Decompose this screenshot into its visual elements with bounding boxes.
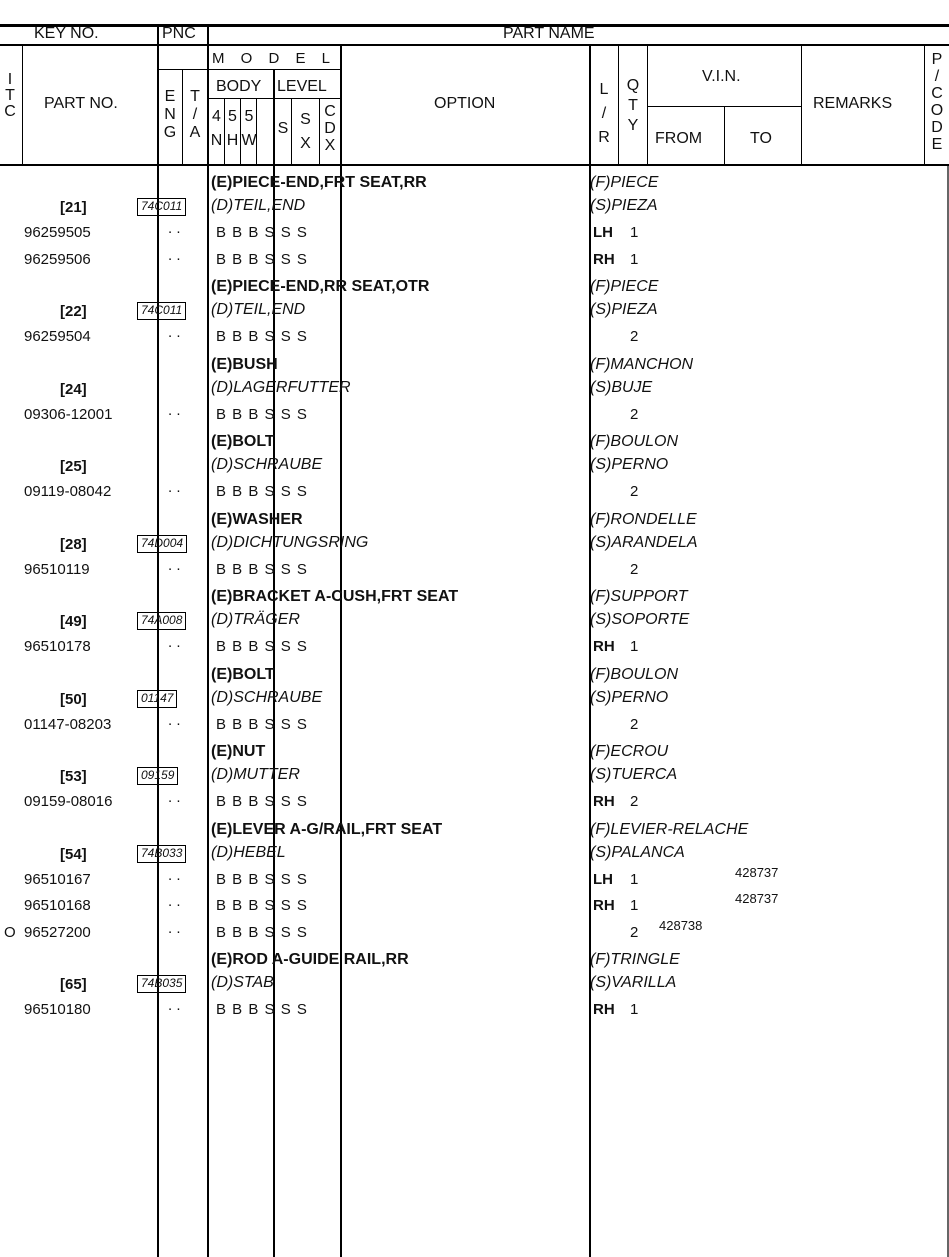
model-code: B B B S S S xyxy=(216,328,308,345)
part-number: 96510119 xyxy=(24,560,90,578)
lr-side: RH xyxy=(593,793,615,810)
name-french: (F)BOULON xyxy=(590,665,678,683)
model-code: B B B S S S xyxy=(216,638,308,655)
lr-side: RH xyxy=(593,638,615,655)
lr-side: RH xyxy=(593,1001,615,1018)
name-french: (F)ECROU xyxy=(590,743,669,760)
col-divider xyxy=(647,46,648,165)
top-rule xyxy=(0,24,949,27)
pnc-code: 74B033 xyxy=(137,845,186,863)
quantity: 2 xyxy=(630,923,639,941)
part-number: 09306-12001 xyxy=(24,405,113,423)
vin-header: V.I.N. xyxy=(702,68,741,85)
model-code: B B B S S S xyxy=(216,923,308,941)
name-english: (E)PIECE-END,RR SEAT,OTR xyxy=(211,278,430,295)
key-no: [54] xyxy=(60,845,87,863)
lr-header: L / R xyxy=(598,81,610,146)
model-code: B B B S S S xyxy=(216,870,308,888)
body-5h-header: 5 H xyxy=(226,108,239,149)
name-french: (F)SUPPORT xyxy=(590,588,688,605)
part-number: 96259505 xyxy=(24,224,91,241)
body-header: BODY xyxy=(216,78,262,95)
quantity: 1 xyxy=(630,250,639,268)
model-code: B B B S S S xyxy=(216,1001,308,1018)
model-code: B B B S S S xyxy=(216,224,308,241)
col-divider xyxy=(182,70,183,165)
model-dots: . . xyxy=(168,246,181,264)
ta-header: T / A xyxy=(189,88,201,141)
itc-header: I T C xyxy=(4,71,16,120)
name-spanish: (S)PIEZA xyxy=(590,197,658,214)
model-dots: . . xyxy=(168,866,181,884)
level-header: LEVEL xyxy=(277,78,327,95)
key-no: [65] xyxy=(60,976,87,993)
part-number: 96259504 xyxy=(24,328,91,345)
quantity: 1 xyxy=(630,1001,639,1018)
vin-from: 428737 xyxy=(735,891,779,906)
part-number: 96510178 xyxy=(24,638,91,655)
key-no-header: KEY NO. xyxy=(34,25,99,42)
quantity: 2 xyxy=(630,715,639,733)
model-dots: . . xyxy=(168,789,181,806)
part-number: 96527200 xyxy=(24,923,91,941)
pnc-code: 74D004 xyxy=(137,535,187,553)
name-french: (F)TRINGLE xyxy=(590,951,680,968)
model-code: B B B S S S xyxy=(216,405,308,423)
body-4n-header: 4 N xyxy=(210,108,223,149)
name-german: (D)STAB xyxy=(211,974,274,991)
pnc-code: 74C011 xyxy=(137,302,186,320)
name-french: (F)PIECE xyxy=(590,278,659,295)
col-divider xyxy=(801,46,802,165)
part-number: 09119-08042 xyxy=(24,483,112,500)
name-french: (F)LEVIER-RELACHE xyxy=(590,820,749,838)
part-number: 01147-08203 xyxy=(24,715,112,733)
model-dots: . . xyxy=(168,479,181,496)
model-dots: . . xyxy=(168,919,181,937)
vin-to-header: TO xyxy=(750,130,772,147)
model-dots: . . xyxy=(168,711,181,729)
col-divider xyxy=(924,46,925,165)
quantity: 2 xyxy=(630,793,639,810)
option-header: OPTION xyxy=(434,95,496,112)
name-spanish: (S)TUERCA xyxy=(590,766,678,783)
model-code: B B B S S S xyxy=(216,483,308,500)
part-no-header: PART NO. xyxy=(44,95,118,112)
level-s-header: S xyxy=(277,120,289,137)
pnc-code: 74B035 xyxy=(137,975,186,993)
pnc-code: 09159 xyxy=(137,767,178,785)
name-spanish: (S)VARILLA xyxy=(590,974,677,991)
model-dots: . . xyxy=(168,401,181,419)
part-number: 96510167 xyxy=(24,870,91,888)
key-no: [50] xyxy=(60,690,87,708)
quantity: 1 xyxy=(630,224,639,241)
part-name-header: PART NAME xyxy=(503,25,595,42)
key-no: [21] xyxy=(60,199,87,216)
name-spanish: (S)BUJE xyxy=(590,378,653,396)
part-number: 96259506 xyxy=(24,250,91,268)
vin-from-header: FROM xyxy=(655,130,703,147)
col-divider xyxy=(340,46,342,1257)
key-no: [49] xyxy=(60,613,87,630)
name-english: (E)BOLT xyxy=(211,433,275,450)
quantity: 2 xyxy=(630,560,639,578)
level-sx-header: S X xyxy=(300,111,311,152)
model-dots: . . xyxy=(168,634,181,651)
header-bottom-rule xyxy=(0,164,949,166)
model-header: M O D E L xyxy=(212,50,337,67)
quantity: 2 xyxy=(630,405,639,423)
name-spanish: (S)PIEZA xyxy=(590,301,658,318)
remarks-header: REMARKS xyxy=(813,95,893,112)
col-divider xyxy=(22,46,23,165)
name-spanish: (S)SOPORTE xyxy=(590,611,690,628)
name-english: (E)WASHER xyxy=(211,510,303,528)
model-dots: . . xyxy=(168,324,181,341)
pnc-header: PNC xyxy=(162,25,196,42)
model-code: B B B S S S xyxy=(216,250,308,268)
name-german: (D)TEIL,END xyxy=(211,197,306,214)
name-english: (E)NUT xyxy=(211,743,266,760)
name-german: (D)SCHRAUBE xyxy=(211,688,323,706)
model-code: B B B S S S xyxy=(216,560,308,578)
pnc-code: 01147 xyxy=(137,690,177,708)
key-no: [53] xyxy=(60,768,87,785)
name-spanish: (S)ARANDELA xyxy=(590,533,698,551)
lr-side: LH xyxy=(593,224,613,241)
model-code: B B B S S S xyxy=(216,897,308,914)
model-code: B B B S S S xyxy=(216,793,308,810)
name-english: (E)BRACKET A-CUSH,FRT SEAT xyxy=(211,588,459,605)
vin-from: 428737 xyxy=(735,864,779,880)
name-spanish: (S)PALANCA xyxy=(590,843,685,861)
rule xyxy=(0,44,949,46)
name-spanish: (S)PERNO xyxy=(590,456,669,473)
quantity: 2 xyxy=(630,483,639,500)
name-spanish: (S)PERNO xyxy=(590,688,669,706)
model-dots: . . xyxy=(168,220,181,237)
model-dots: . . xyxy=(168,997,181,1014)
level-cdx-header: C D X xyxy=(324,103,336,154)
quantity: 1 xyxy=(630,870,639,888)
eng-header: E N G xyxy=(163,88,177,141)
model-dots: . . xyxy=(168,893,181,910)
name-german: (D)MUTTER xyxy=(211,766,300,783)
key-no: [22] xyxy=(60,303,87,320)
name-german: (D)HEBEL xyxy=(211,843,286,861)
col-divider xyxy=(207,24,209,1257)
model-code: B B B S S S xyxy=(216,715,308,733)
quantity: 1 xyxy=(630,638,639,655)
key-no: [24] xyxy=(60,380,87,398)
model-dots: . . xyxy=(168,556,181,574)
body-5w-header: 5 W xyxy=(241,108,257,149)
col-divider xyxy=(618,46,619,165)
col-divider xyxy=(589,46,591,1257)
key-no: [28] xyxy=(60,535,87,553)
name-german: (D)DICHTUNGSRING xyxy=(211,533,369,551)
quantity: 1 xyxy=(630,897,639,914)
name-french: (F)RONDELLE xyxy=(590,510,697,528)
name-french: (F)MANCHON xyxy=(590,355,694,373)
qty-header: Q T Y xyxy=(626,77,640,134)
name-french: (F)BOULON xyxy=(590,433,678,450)
vin-from: 428738 xyxy=(659,917,703,933)
itc-flag: O xyxy=(4,923,16,941)
part-number: 09159-08016 xyxy=(24,793,113,810)
name-german: (D)TEIL,END xyxy=(211,301,306,318)
part-number: 96510168 xyxy=(24,897,91,914)
key-no: [25] xyxy=(60,458,87,475)
lr-side: RH xyxy=(593,250,615,268)
name-german: (D)SCHRAUBE xyxy=(211,456,323,473)
name-english: (E)BUSH xyxy=(211,355,278,373)
pnc-code: 74C011 xyxy=(137,198,186,216)
name-english: (E)PIECE-END,FRT SEAT,RR xyxy=(211,174,427,191)
lr-side: LH xyxy=(593,870,613,888)
name-english: (E)BOLT xyxy=(211,665,275,683)
name-german: (D)TRÄGER xyxy=(211,611,300,628)
col-divider xyxy=(273,70,275,1257)
part-number: 96510180 xyxy=(24,1001,91,1018)
col-divider xyxy=(724,106,725,165)
name-french: (F)PIECE xyxy=(590,174,659,191)
lr-side: RH xyxy=(593,897,615,914)
quantity: 2 xyxy=(630,328,639,345)
name-english: (E)ROD A-GUIDE RAIL,RR xyxy=(211,951,409,968)
name-english: (E)LEVER A-G/RAIL,FRT SEAT xyxy=(211,820,443,838)
rule xyxy=(157,69,341,70)
pcode-header: P / C O D E xyxy=(930,51,944,153)
pnc-code: 74A008 xyxy=(137,612,186,630)
name-german: (D)LAGERFUTTER xyxy=(211,378,351,396)
